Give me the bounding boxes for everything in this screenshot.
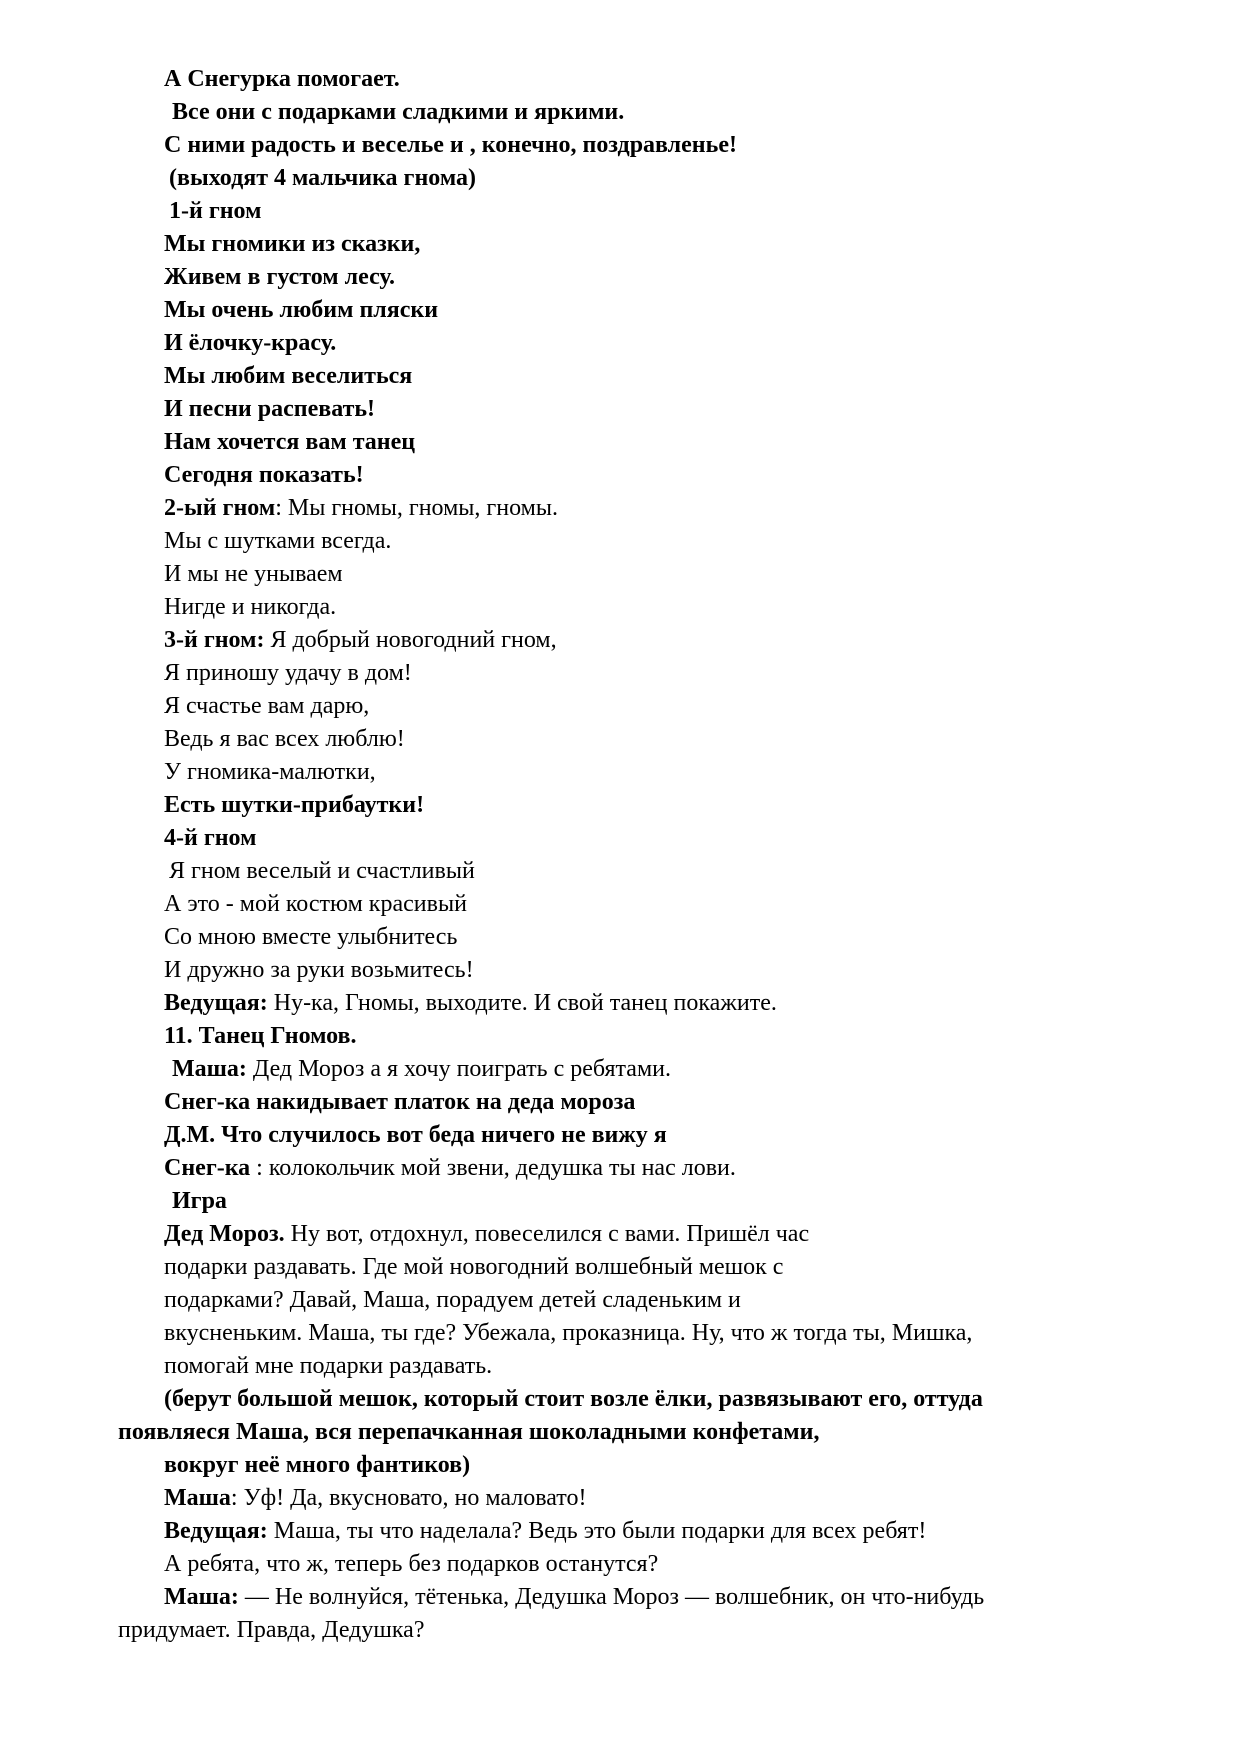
text-run: Я приношу удачу в дом! [164, 660, 412, 686]
text-run: Я гном веселый и счастливый [169, 858, 475, 884]
text-line [118, 1615, 424, 1645]
text-line [164, 295, 438, 325]
speech-text: Ну-ка, Гномы, выходите. И свой танец покажите. [267, 990, 777, 1016]
speaker-label: Ведущая: [164, 1518, 268, 1544]
bold-run: Сегодня показать! [164, 462, 364, 488]
text-line [164, 1516, 926, 1546]
text-line [164, 1384, 983, 1414]
text-run: Мы с шутками всегда. [164, 528, 392, 554]
text-line [164, 1252, 783, 1282]
text-line [169, 196, 261, 226]
bold-run: Снег-ка накидывает платок на деда мороза [164, 1089, 636, 1115]
text-line [164, 526, 391, 556]
text-line [169, 856, 475, 886]
text-line [164, 889, 467, 919]
text-line [164, 229, 420, 259]
text-line [164, 130, 737, 160]
bold-run: И ёлочку-красу. [164, 330, 337, 356]
text-run: А это - мой костюм красивый [164, 891, 467, 917]
text-line [164, 1483, 586, 1513]
text-line [164, 955, 474, 985]
text-run: помогай мне подарки раздавать. [164, 1353, 493, 1379]
bold-run: появляеся Маша, вся перепачканная шоколадными конфетами, [118, 1419, 820, 1445]
text-line [169, 163, 476, 193]
text-line [164, 625, 557, 655]
text-line [164, 1318, 972, 1348]
text-run: подарки раздавать. Где мой новогодний волшебный мешок с [164, 1254, 784, 1280]
text-line [164, 1021, 357, 1051]
text-line [164, 691, 369, 721]
text-line [164, 757, 376, 787]
text-line [164, 361, 412, 391]
text-line [164, 1450, 470, 1480]
text-line [164, 1153, 736, 1183]
text-run: И дружно за руки возьмитесь! [164, 957, 474, 983]
text-line [164, 64, 400, 94]
bold-run: вокруг неё много фантиков) [164, 1452, 471, 1478]
text-line [164, 1351, 492, 1381]
speech-text: Дед Мороз а я хочу поиграть с ребятами. [246, 1056, 671, 1082]
text-line [164, 988, 777, 1018]
bold-run: Живем в густом лесу. [164, 264, 395, 290]
bold-run: Все они с подарками сладкими и яркими. [172, 99, 625, 125]
speaker-label: 2-ый гном [164, 495, 276, 521]
bold-run: И песни распевать! [164, 396, 376, 422]
text-line [164, 790, 424, 820]
bold-run: Д.М. Что случилось вот беда ничего не вижу я [164, 1122, 667, 1148]
bold-run: Игра [172, 1188, 227, 1214]
text-line [164, 427, 415, 457]
text-run: Со мною вместе улыбнитесь [164, 924, 458, 950]
speaker-label: 3-й гном: [164, 627, 265, 653]
text-run: У гномика-малютки, [164, 759, 376, 785]
text-line [172, 1186, 227, 1216]
text-line [164, 1285, 741, 1315]
text-run: Нигде и никогда. [164, 594, 337, 620]
text-line [164, 724, 405, 754]
speech-text: Ну вот, отдохнул, повеселился с вами. Пришёл час [284, 1221, 810, 1247]
text-line [164, 1549, 658, 1579]
text-line [118, 1417, 819, 1447]
text-line [172, 97, 624, 127]
bold-run: (берут большой мешок, который стоит возле ёлки, развязывают его, оттуда [164, 1386, 983, 1412]
text-run: Ведь я вас всех люблю! [164, 726, 405, 752]
speech-text: Я добрый новогодний гном, [264, 627, 557, 653]
text-line [164, 1087, 635, 1117]
text-line [164, 493, 558, 523]
text-run: придумает. Правда, Дедушка? [118, 1617, 425, 1643]
text-run: подарками? Давай, Маша, порадуем детей сладеньким и [164, 1287, 741, 1313]
speaker-label: Маша: [172, 1056, 247, 1082]
speech-text: : колокольчик мой звени, дедушка ты нас лови. [250, 1155, 736, 1181]
speaker-label: Снег-ка [164, 1155, 251, 1181]
speaker-label: Ведущая: [164, 990, 268, 1016]
text-line [164, 922, 457, 952]
text-line [164, 658, 412, 688]
bold-run: 1-й гном [169, 198, 262, 224]
text-line [164, 328, 336, 358]
text-run: А ребята, что ж, теперь без подарков останутся? [164, 1551, 659, 1577]
text-run: Я счастье вам дарю, [164, 693, 370, 719]
speech-text: Маша, ты что наделала? Ведь это были подарки для всех ребят! [267, 1518, 927, 1544]
bold-run: Мы гномики из сказки, [164, 231, 421, 257]
text-line [164, 1219, 809, 1249]
speaker-label: Маша: [164, 1584, 239, 1610]
text-line [164, 394, 375, 424]
text-run: И мы не унываем [164, 561, 343, 587]
bold-run: (выходят 4 мальчика гнома) [169, 165, 476, 191]
bold-run: А Снегурка помогает. [164, 66, 400, 92]
speaker-label: Маша [164, 1485, 231, 1511]
bold-run: 11. Танец Гномов. [164, 1023, 357, 1049]
text-run: вкусненьким. Маша, ты где? Убежала, проказница. Ну, что ж тогда ты, Мишка, [164, 1320, 973, 1346]
text-line [164, 559, 343, 589]
text-line [164, 1120, 667, 1150]
text-line [164, 823, 256, 853]
bold-run: Мы любим веселиться [164, 363, 413, 389]
text-line [164, 1582, 984, 1612]
text-line [172, 1054, 671, 1084]
bold-run: Мы очень любим пляски [164, 297, 439, 323]
speech-text: : Уф! Да, вкусновато, но маловато! [230, 1485, 587, 1511]
bold-run: 4-й гном [164, 825, 257, 851]
bold-run: С ними радость и веселье и , конечно, поздравленье! [164, 132, 737, 158]
text-line [164, 460, 364, 490]
speech-text: : Мы гномы, гномы, гномы. [275, 495, 558, 521]
bold-run: Нам хочется вам танец [164, 429, 416, 455]
bold-run: Есть шутки-прибаутки! [164, 792, 425, 818]
speech-text: — Не волнуйся, тётенька, Дедушка Мороз — волшебник, он что-нибудь [238, 1584, 985, 1610]
text-line [164, 592, 336, 622]
text-line [164, 262, 395, 292]
speaker-label: Дед Мороз. [164, 1221, 285, 1247]
